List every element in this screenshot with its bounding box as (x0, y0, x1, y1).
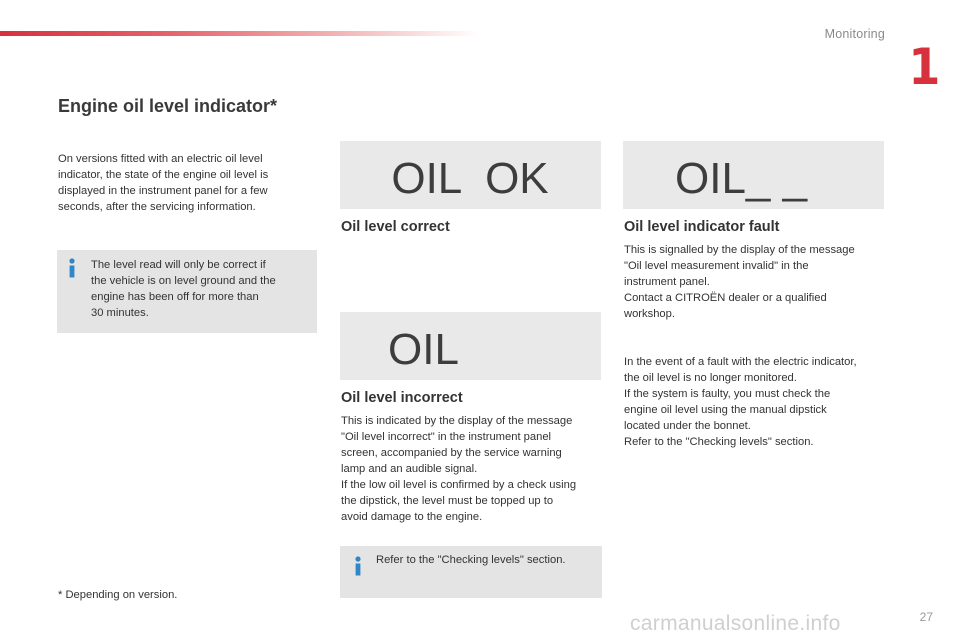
paragraph-line: lamp and an audible signal. (341, 463, 478, 475)
oil-incorrect-paragraph (341, 413, 603, 525)
info-note-line: The level read will only be correct if (91, 259, 266, 271)
info-note-line: engine has been off for more than (91, 291, 259, 303)
display-oil-ok-text: OIL OK (391, 154, 549, 203)
display-oil-fault (623, 141, 884, 209)
info-note-line: 30 minutes. (91, 307, 149, 319)
info-note-text: Refer to the "Checking levels" section. (376, 554, 566, 566)
display-oil (340, 312, 601, 380)
paragraph-line: This is signalled by the display of the message (624, 244, 855, 256)
chapter-number: 1 (908, 38, 941, 96)
paragraph-line: Contact a CITROËN dealer or a qualified (624, 292, 827, 304)
watermark: carmanualsonline.info (630, 612, 841, 635)
page-number: 27 (919, 610, 933, 624)
display-oil-text: OIL (388, 325, 459, 374)
paragraph-line: located under the bonnet. (624, 420, 751, 432)
info-note-checking-levels (340, 546, 602, 598)
intro-line: indicator, the state of the engine oil level is (58, 169, 269, 181)
info-note-level-ground (57, 250, 317, 333)
paragraph-line: engine oil level using the manual dipstick (624, 404, 827, 416)
paragraph-line: workshop. (624, 308, 675, 320)
paragraph-line: the oil level is no longer monitored. (624, 372, 797, 384)
paragraph-line: screen, accompanied by the service warning (341, 447, 562, 459)
oil-fault-paragraph (624, 242, 886, 322)
paragraph-line: instrument panel. (624, 276, 710, 288)
paragraph-line: "Oil level measurement invalid" in the (624, 260, 809, 272)
intro-line: On versions fitted with an electric oil level (58, 153, 263, 165)
oil-fault-paragraph-2 (624, 354, 886, 450)
paragraph-line: If the system is faulty, you must check the (624, 388, 831, 400)
paragraph-line: the dipstick, the level must be topped up to (341, 495, 554, 507)
display-oil-fault-text: OIL_ _ (675, 154, 808, 203)
heading-oil-level-incorrect: Oil level incorrect (341, 390, 463, 406)
section-title: Monitoring (824, 27, 885, 41)
paragraph-line: In the event of a fault with the electric indicator, (624, 356, 857, 368)
info-note-line: the vehicle is on level ground and the (91, 275, 276, 287)
info-note-text (91, 257, 306, 321)
page-title: Engine oil level indicator* (58, 96, 278, 116)
heading-oil-level-correct: Oil level correct (341, 219, 450, 235)
paragraph-line: This is indicated by the display of the message (341, 415, 573, 427)
paragraph-line: avoid damage to the engine. (341, 511, 483, 523)
info-icon (67, 258, 77, 278)
heading-oil-level-indicator-fault: Oil level indicator fault (624, 219, 780, 235)
intro-paragraph (58, 151, 308, 215)
paragraph-line: Refer to the "Checking levels" section. (624, 436, 814, 448)
footnote: * Depending on version. (58, 589, 178, 601)
paragraph-line: If the low oil level is confirmed by a check using (341, 479, 577, 491)
paragraph-line: "Oil level incorrect" in the instrument panel (341, 431, 552, 443)
display-oil-ok (340, 141, 601, 209)
info-icon (353, 556, 363, 576)
header-accent-bar (0, 31, 480, 36)
intro-line: seconds, after the servicing information. (58, 201, 256, 213)
intro-line: displayed in the instrument panel for a few (58, 185, 268, 197)
